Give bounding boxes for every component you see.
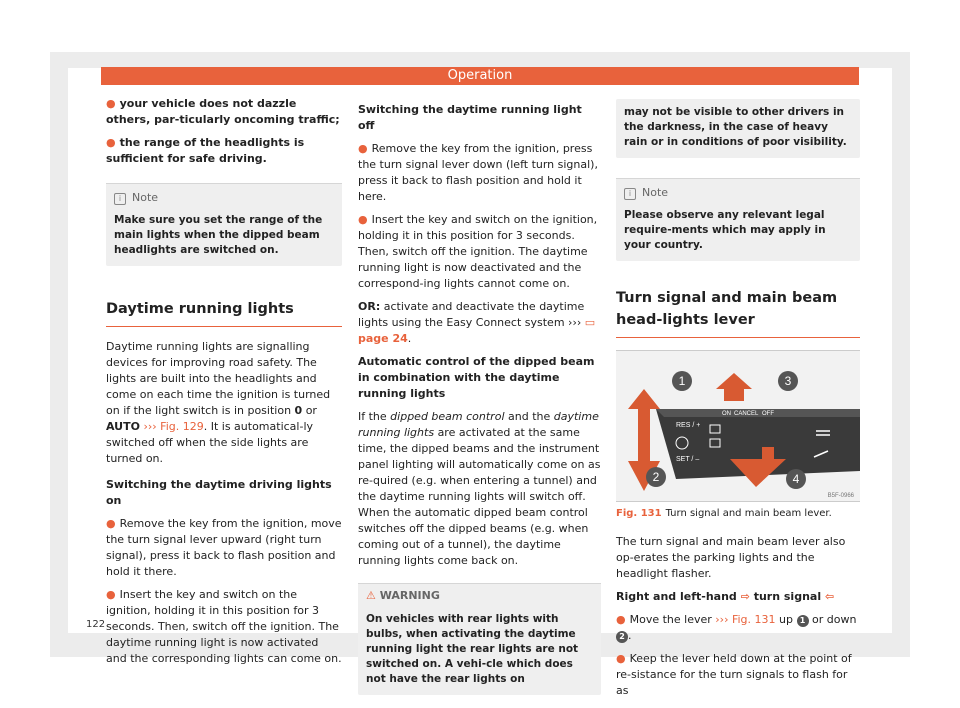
note-box: i Note Make sure you set the range of the main lights when the dipped beam headlights are switched on. — [106, 183, 342, 266]
warning-box-continued: may not be visible to other drivers in the darkness, in the case of heavy rain or in conditions of poor visibility. — [616, 99, 860, 158]
bullet-item: ● the range of the headlights is sufficient for safe driving. — [106, 136, 305, 165]
chapter-header: Operation — [101, 67, 859, 85]
figure-lever — [616, 350, 860, 502]
set-label: SET / – — [676, 456, 700, 463]
page-number: 122 — [86, 619, 106, 630]
info-icon: i — [114, 193, 126, 205]
section-title: Turn signal and main beam head-lights lever — [616, 287, 860, 338]
off-label: OFF — [762, 411, 774, 417]
paragraph: OR: activate and deactivate the daytime lights using the Easy Connect system ››› ▭ page 24. — [358, 300, 596, 345]
figure-caption: Fig. 131 Turn signal and main beam lever. — [616, 508, 832, 519]
subheading: Automatic control of the dipped beam in combination with the daytime running lights — [358, 355, 595, 400]
bullet-item: ● Keep the lever held down at the point of re-sistance for the turn signals to flash for as — [616, 652, 852, 697]
column-2 — [358, 102, 601, 695]
figure-code: B5F-0966 — [827, 493, 854, 499]
paragraph: If the dipped beam control and the daytime running lights are activated at the same time, the dipped beams and the instrument panel lighting will automatically come on as re-quired (e.g. when entering a tunnel) and the daytime running lights will switch off. When the automatic dipped beam control switches off the dipped beams (e.g. when coming out of a tunnel), the daytime running lights come back on. — [358, 410, 601, 567]
warning-box: ⚠ WARNING On vehicles with rear lights with bulbs, when activating the daytime running light the rear lights are not switched on. A vehi-cle which does not have the rear lights on — [358, 583, 601, 695]
bullet-item: ● your vehicle does not dazzle others, par-ticularly oncoming traffic; — [106, 97, 340, 126]
info-icon: i — [624, 188, 636, 200]
svg-text:3: 3 — [784, 374, 792, 388]
bullet-item: ● Insert the key and switch on the ignition, holding it in this position for 3 seconds. Then, switch off the ignition. The daytime running light is now deactivated and the correspond-ing lights cannot come on. — [358, 213, 598, 290]
figure-link[interactable]: ››› Fig. 131 — [715, 613, 776, 626]
bullet-item: ● Remove the key from the ignition, press the turn signal lever down (left turn signal), press it back to flash position and hold it here. — [358, 142, 598, 203]
subheading: Switching the daytime driving lights on — [106, 478, 332, 507]
cancel-label: CANCEL — [734, 411, 759, 417]
book-icon: ▭ — [584, 316, 596, 329]
svg-text:2: 2 — [652, 470, 660, 484]
paragraph: Daytime running lights are signalling devices for improving road safety. The lights are built into the headlights and come on each time the ignition is turned on if the light switch is in position 0 or AUTO ››› Fig. 129. It is automatical-ly switched off when the side lights are turned on. — [106, 340, 331, 465]
warning-icon: ⚠ — [366, 589, 376, 602]
arrow-right-icon: ⇨ — [740, 590, 750, 603]
column-3 — [616, 99, 860, 706]
arrow-left-icon: ⇦ — [824, 590, 835, 603]
on-label: ON — [722, 411, 731, 417]
svg-text:4: 4 — [792, 472, 800, 486]
bullet-item: ● Remove the key from the ignition, move the turn signal lever upward (right turn signal), press it back to flash position and hold it there. — [106, 517, 342, 578]
column-1 — [106, 96, 342, 674]
svg-text:1: 1 — [678, 374, 686, 388]
bullet-item: ● Move the lever ››› Fig. 131 up 1 or down 2 . — [616, 613, 857, 642]
page-link[interactable]: ▭ page 24 — [358, 316, 596, 345]
paragraph: The turn signal and main beam lever also op-erates the parking lights and the headlight flasher. — [616, 535, 846, 580]
subheading: Right and left-hand ⇨ turn signal ⇦ — [616, 590, 835, 603]
figure-link[interactable]: ››› Fig. 129 — [143, 420, 204, 433]
res-label: RES / + — [676, 422, 701, 429]
subheading: Switching the daytime running light off — [358, 103, 582, 132]
note-box: i Note Please observe any relevant legal require-ments which may apply in your country. — [616, 178, 860, 261]
lever-illustration — [616, 351, 860, 501]
section-title: Daytime running lights — [106, 298, 342, 327]
bullet-item: ● Insert the key and switch on the ignition, holding it in this position for 3 seconds. Then, switch off the ignition. The daytime running light is now activated and the corresponding lights can come on. — [106, 588, 342, 665]
